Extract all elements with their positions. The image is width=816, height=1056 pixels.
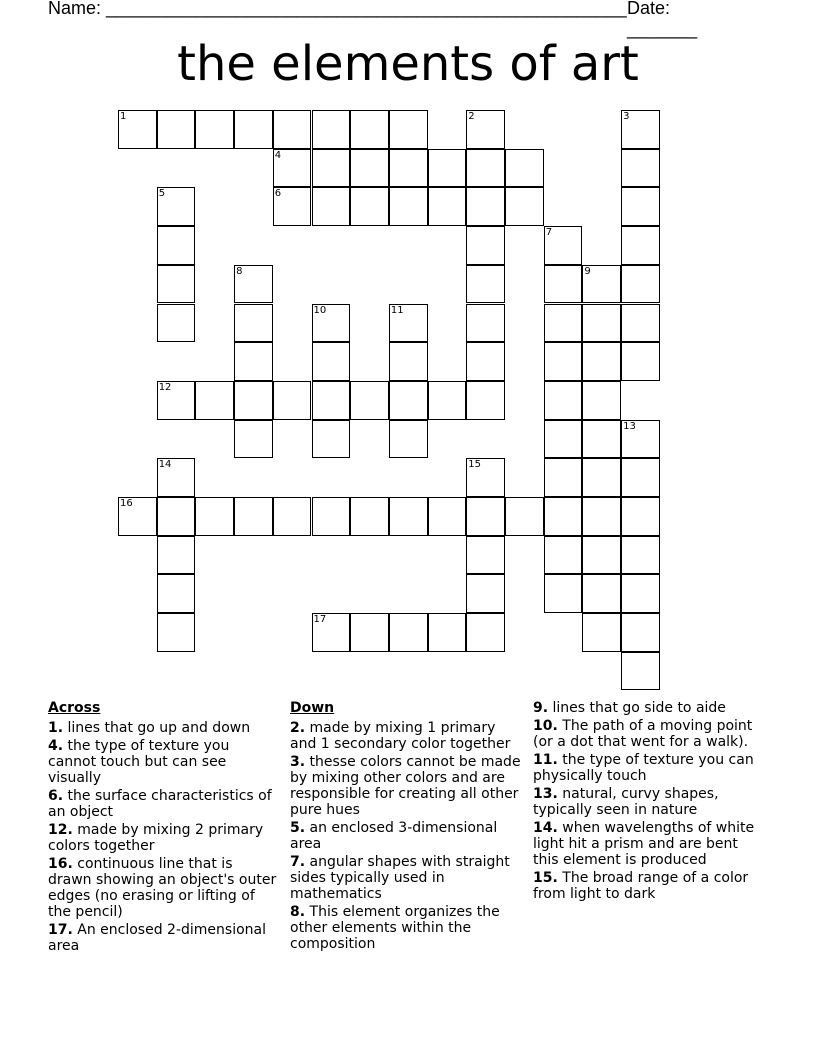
clue-number: 10.: [533, 718, 558, 734]
grid-cell[interactable]: [312, 149, 351, 188]
grid-cell[interactable]: [312, 613, 351, 652]
clue-down-15: [533, 870, 763, 902]
grid-cell[interactable]: [157, 304, 196, 343]
grid-cell[interactable]: [466, 458, 505, 497]
grid-cell[interactable]: [389, 149, 428, 188]
clue-number: 17.: [48, 922, 73, 938]
clue-down-7: [290, 854, 526, 902]
grid-cell[interactable]: [312, 110, 351, 149]
grid-cell[interactable]: [621, 458, 660, 497]
grid-cell[interactable]: [350, 110, 389, 149]
grid-cell[interactable]: [582, 497, 621, 536]
cell-number: 10: [313, 304, 327, 316]
cell-number: 9: [584, 265, 591, 277]
grid-cell[interactable]: [428, 497, 467, 536]
clue-text: an enclosed 3-dimensional area: [290, 820, 498, 852]
grid-cell[interactable]: [621, 497, 660, 536]
cell-number: 3: [623, 111, 630, 122]
clue-text: natural, curvy shapes, typically seen in nature: [533, 786, 719, 818]
clue-text: when wavelengths of white light hit a prism and are bent this element is produced: [533, 820, 755, 868]
grid-cell[interactable]: [350, 187, 389, 226]
clue-down-10: [533, 718, 763, 750]
grid-cell[interactable]: [544, 574, 583, 613]
grid-cell[interactable]: [428, 149, 467, 188]
clue-text: made by mixing 1 primary and 1 secondary color together: [290, 720, 511, 752]
cell-number: 7: [545, 227, 553, 239]
grid-cell[interactable]: [466, 613, 505, 652]
grid-cell[interactable]: [157, 574, 196, 613]
grid-cell[interactable]: [466, 574, 505, 613]
down-heading: Down: [290, 700, 335, 716]
grid-cell[interactable]: [621, 536, 660, 575]
cell-number: 15: [468, 459, 482, 471]
grid-cell[interactable]: [582, 342, 621, 381]
grid-cell[interactable]: [157, 497, 196, 536]
grid-cell[interactable]: [157, 536, 196, 575]
grid-cell[interactable]: [582, 420, 621, 459]
grid-cell[interactable]: [428, 381, 467, 420]
grid-cell[interactable]: [118, 110, 157, 149]
clue-number: 11.: [533, 752, 558, 768]
grid-cell[interactable]: [234, 304, 273, 343]
grid-cell[interactable]: [582, 304, 621, 343]
grid-cell[interactable]: [582, 613, 621, 652]
grid-cell[interactable]: [621, 304, 660, 343]
grid-cell[interactable]: [621, 652, 660, 691]
grid-cell[interactable]: [582, 574, 621, 613]
grid-cell[interactable]: [466, 304, 505, 343]
grid-cell[interactable]: [621, 265, 660, 304]
grid-cell[interactable]: [505, 149, 544, 188]
clue-across-6: [48, 788, 278, 820]
clue-text: made by mixing 2 primary colors together: [48, 822, 264, 854]
grid-cell[interactable]: [466, 536, 505, 575]
grid-cell[interactable]: [466, 381, 505, 420]
grid-cell[interactable]: [234, 110, 273, 149]
grid-cell[interactable]: [157, 187, 196, 226]
clue-number: 12.: [48, 822, 73, 838]
grid-cell[interactable]: [157, 226, 196, 265]
grid-cell[interactable]: [312, 187, 351, 226]
grid-cell[interactable]: [195, 381, 234, 420]
grid-cell[interactable]: [350, 613, 389, 652]
clue-across-17: [48, 922, 278, 954]
clue-text: angular shapes with straight sides typically used in mathematics: [290, 854, 510, 902]
down-clues-continued: [533, 700, 763, 904]
grid-cell[interactable]: [428, 613, 467, 652]
grid-cell[interactable]: [234, 265, 273, 304]
clue-across-4: [48, 738, 278, 786]
cell-number: 4: [274, 149, 282, 161]
cell-number: 5: [158, 188, 166, 200]
clue-text: This element organizes the other elements within the composition: [290, 904, 500, 952]
grid-cell[interactable]: [544, 342, 583, 381]
clue-text: lines that go side to aide: [548, 700, 726, 716]
grid-cell[interactable]: [466, 342, 505, 381]
down-clues: [290, 700, 526, 954]
grid-cell[interactable]: [389, 613, 428, 652]
clue-text: The path of a moving point (or a dot that went for a walk).: [533, 718, 753, 750]
clue-text: lines that go up and down: [63, 720, 251, 736]
cell-number: 16: [120, 498, 133, 509]
clue-number: 2.: [290, 720, 306, 736]
clue-down-13: [533, 786, 763, 818]
cell-number: 2: [468, 111, 475, 122]
grid-cell[interactable]: [466, 497, 505, 536]
grid-cell[interactable]: [389, 187, 428, 226]
grid-cell[interactable]: [157, 265, 196, 304]
clue-down-2: [290, 720, 526, 752]
grid-cell[interactable]: [312, 497, 351, 536]
clue-number: 15.: [533, 870, 558, 886]
grid-cell[interactable]: [621, 574, 660, 613]
clue-number: 8.: [290, 904, 306, 920]
cell-number: 12: [158, 381, 172, 393]
grid-cell[interactable]: [157, 613, 196, 652]
clue-number: 7.: [290, 854, 306, 870]
grid-cell[interactable]: [544, 381, 583, 420]
grid-cell[interactable]: [350, 149, 389, 188]
clue-number: 14.: [533, 820, 558, 836]
page-title: the elements of art: [177, 36, 639, 92]
grid-cell[interactable]: [466, 149, 505, 188]
clue-down-8: [290, 904, 526, 952]
grid-cell[interactable]: [544, 420, 583, 459]
across-heading: Across: [48, 700, 101, 716]
grid-cell[interactable]: [157, 110, 196, 149]
cell-number: 6: [274, 188, 282, 200]
grid-cell[interactable]: [234, 381, 273, 420]
grid-cell[interactable]: [273, 149, 312, 188]
clue-number: 9.: [533, 700, 549, 716]
grid-cell[interactable]: [312, 342, 351, 381]
grid-cell[interactable]: [428, 187, 467, 226]
clue-down-5: [290, 820, 526, 852]
clue-down-9: [533, 700, 763, 716]
grid-cell[interactable]: [544, 458, 583, 497]
clue-across-1: [48, 720, 278, 736]
grid-cell[interactable]: [466, 265, 505, 304]
grid-cell[interactable]: [350, 497, 389, 536]
clue-down-14: [533, 820, 763, 868]
cell-number: 8: [236, 265, 243, 277]
name-field[interactable]: Name: ____________________________________________________: [48, 0, 627, 18]
grid-cell[interactable]: [621, 226, 660, 265]
grid-cell[interactable]: [621, 613, 660, 652]
grid-cell[interactable]: [157, 458, 196, 497]
clue-text: An enclosed 2-dimensional area: [48, 922, 266, 954]
clue-number: 1.: [48, 720, 64, 736]
grid-cell[interactable]: [505, 187, 544, 226]
cell-number: 14: [158, 459, 172, 471]
grid-cell[interactable]: [544, 226, 583, 265]
grid-cell[interactable]: [389, 497, 428, 536]
date-field[interactable]: Date: _______: [627, 0, 698, 39]
grid-cell[interactable]: [505, 497, 544, 536]
grid-cell[interactable]: [582, 458, 621, 497]
cell-number: 11: [390, 304, 404, 316]
clue-number: 6.: [48, 788, 64, 804]
grid-cell[interactable]: [466, 226, 505, 265]
grid-cell[interactable]: [234, 497, 273, 536]
grid-cell[interactable]: [621, 149, 660, 188]
clue-across-16: [48, 856, 278, 920]
cell-number: 17: [313, 614, 327, 626]
cell-number: 13: [623, 420, 636, 432]
clue-across-12: [48, 822, 278, 854]
clue-text: thesse colors cannot be made by mixing other colors and are responsible for creating all other pure hues: [290, 754, 521, 818]
clue-text: continuous line that is drawn showing an object's outer edges (no erasing or lifting of the pencil): [48, 856, 277, 920]
clue-number: 3.: [290, 754, 306, 770]
grid-cell[interactable]: [389, 342, 428, 381]
grid-cell[interactable]: [350, 381, 389, 420]
grid-cell[interactable]: [273, 381, 312, 420]
grid-cell[interactable]: [312, 381, 351, 420]
grid-cell[interactable]: [273, 187, 312, 226]
grid-cell[interactable]: [621, 110, 660, 149]
clue-number: 13.: [533, 786, 558, 802]
clue-number: 16.: [48, 856, 73, 872]
grid-cell[interactable]: [273, 110, 312, 149]
grid-cell[interactable]: [466, 187, 505, 226]
grid-cell[interactable]: [389, 304, 428, 343]
clue-text: The broad range of a color from light to dark: [533, 870, 749, 902]
grid-cell[interactable]: [582, 381, 621, 420]
grid-cell[interactable]: [582, 265, 621, 304]
grid-cell[interactable]: [234, 420, 273, 459]
grid-cell[interactable]: [621, 187, 660, 226]
cell-number: 1: [120, 111, 127, 122]
clue-text: the surface characteristics of an object: [48, 788, 272, 820]
grid-cell[interactable]: [389, 381, 428, 420]
grid-cell[interactable]: [621, 420, 660, 459]
grid-cell[interactable]: [544, 304, 583, 343]
clue-down-11: [533, 752, 763, 784]
across-clues: [48, 700, 278, 956]
grid-cell[interactable]: [466, 110, 505, 149]
grid-cell[interactable]: [389, 110, 428, 149]
grid-cell[interactable]: [312, 304, 351, 343]
grid-cell[interactable]: [582, 536, 621, 575]
grid-cell[interactable]: [195, 497, 234, 536]
grid-cell[interactable]: [544, 536, 583, 575]
grid-cell[interactable]: [195, 110, 234, 149]
clue-number: 5.: [290, 820, 306, 836]
grid-cell[interactable]: [621, 342, 660, 381]
grid-cell[interactable]: [157, 381, 196, 420]
clue-text: the type of texture you can physically touch: [533, 752, 754, 784]
grid-cell[interactable]: [234, 342, 273, 381]
grid-cell[interactable]: [389, 420, 428, 459]
clue-down-3: [290, 754, 526, 818]
grid-cell[interactable]: [544, 497, 583, 536]
grid-cell[interactable]: [273, 497, 312, 536]
clue-text: the type of texture you cannot touch but can see visually: [48, 738, 230, 786]
clue-number: 4.: [48, 738, 64, 754]
grid-cell[interactable]: [312, 420, 351, 459]
grid-cell[interactable]: [544, 265, 583, 304]
grid-cell[interactable]: [118, 497, 157, 536]
